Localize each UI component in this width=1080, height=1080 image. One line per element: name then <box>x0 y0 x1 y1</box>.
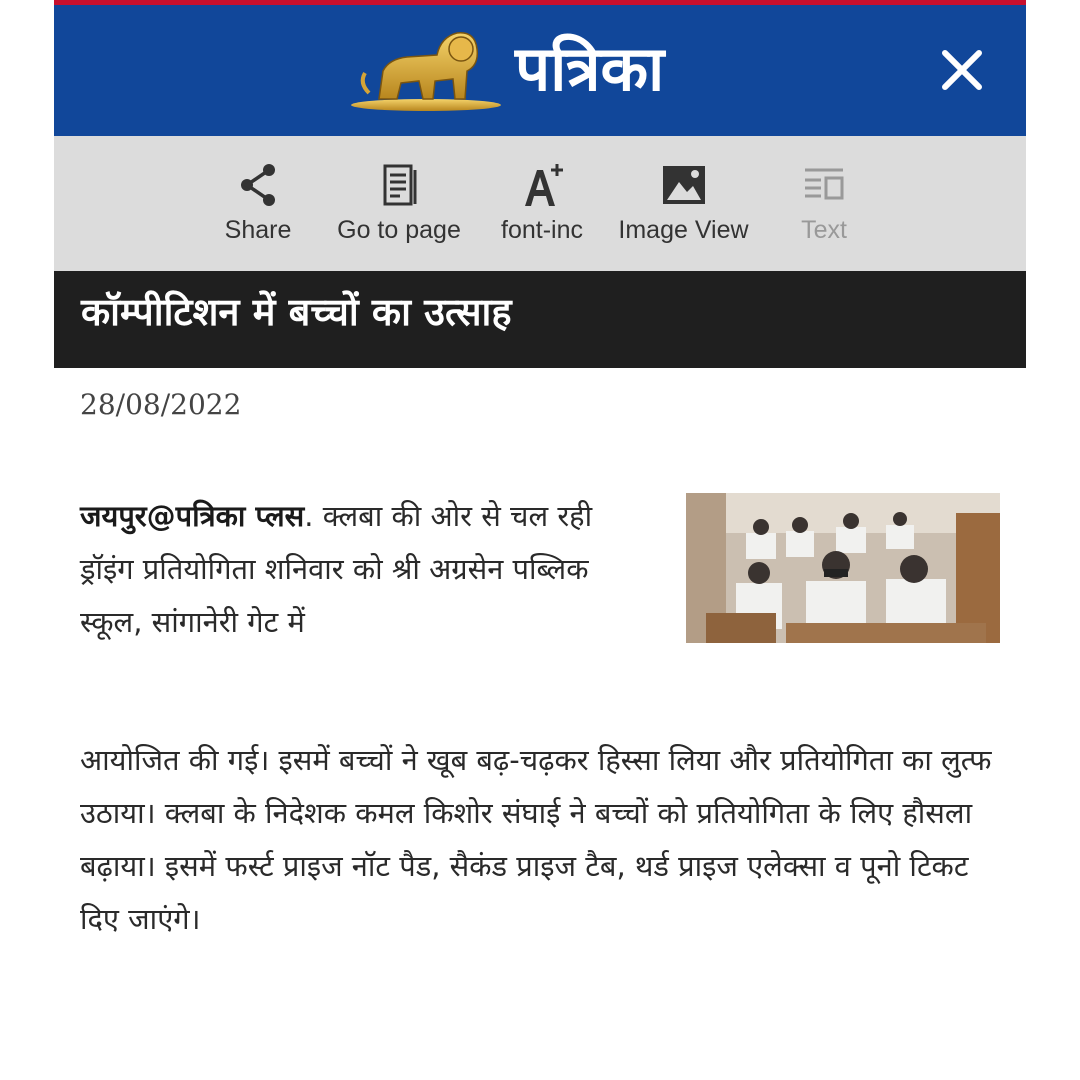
article-paragraph-2: आयोजित की गई। इसमें बच्चों ने खूब बढ़-चढ़कर हिस्सा लिया और प्रतियोगिता का लुत्फ उठाया। क्लबा के निदेशक कमल किशोर संघाई ने बच्चों को प्रतियोगिता के लिए हौसला बढ़ाया। इसमें फर्स्ट प्राइज नॉट पैड, सैकंड प्राइज टैब, थर्ड प्राइज एलेक्सा व पूनो टिकट दिए जाएंगे। <box>80 743 992 936</box>
page-icon <box>374 160 424 210</box>
toolbar <box>54 136 1026 271</box>
app-frame <box>54 0 1026 1080</box>
article-paragraph-1 <box>80 490 640 649</box>
share-label: Share <box>224 216 292 244</box>
font-increase-button[interactable] <box>492 160 592 245</box>
header-bar <box>54 5 1026 136</box>
share-button[interactable] <box>212 160 304 245</box>
image-view-label: Image View <box>618 216 749 244</box>
article-date: 28/08/2022 <box>80 388 242 421</box>
close-icon[interactable] <box>937 45 987 95</box>
image-icon <box>659 160 709 210</box>
text-view-icon <box>799 160 849 210</box>
go-to-page-label: Go to page <box>337 216 461 244</box>
article-headline: कॉम्पीटिशन में बच्चों का उत्साह <box>81 290 512 334</box>
paragraph-1-text: . क्लबा की ओर से चल रही ड्रॉइंग प्रतियोगिता शनिवार को श्री अग्रसेन पब्लिक स्कूल, सांगानेरी गेट में <box>80 499 593 639</box>
article-photo[interactable] <box>686 493 1000 643</box>
text-view-label: Text <box>801 216 847 244</box>
font-increase-icon <box>517 160 567 210</box>
brand-logo[interactable] <box>349 23 749 123</box>
dateline: जयपुर@पत्रिका प्लस <box>80 499 305 533</box>
go-to-page-button[interactable] <box>329 160 469 245</box>
font-increase-label: font-inc <box>501 216 583 244</box>
headline-bar <box>54 271 1026 368</box>
brand-name: पत्रिका <box>515 32 665 105</box>
image-view-button[interactable] <box>611 160 756 245</box>
text-view-button[interactable] <box>789 160 859 245</box>
share-icon <box>233 160 283 210</box>
lion-icon <box>349 23 504 118</box>
